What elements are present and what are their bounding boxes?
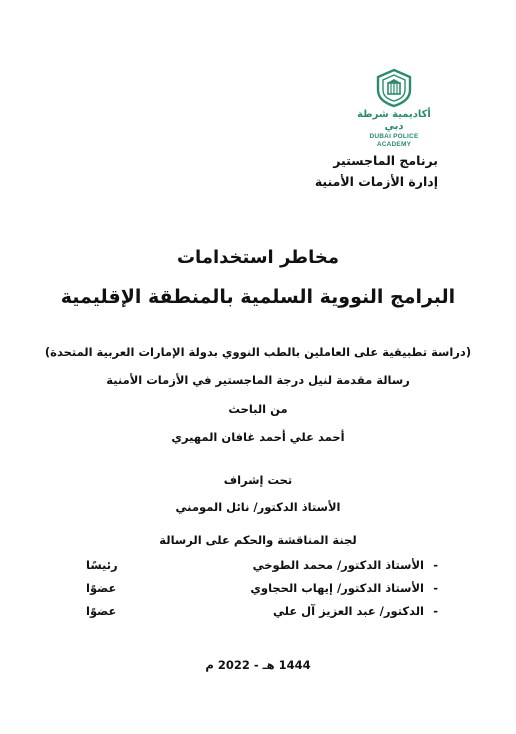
by-label: من الباحث [228, 402, 288, 416]
committee-title: لجنة المناقشة والحكم على الرسالة [159, 533, 357, 547]
member-name: الدكتور/ عبد العزيز آل علي [272, 604, 424, 618]
member-role: رئيسًا [86, 558, 118, 572]
program-name: برنامج الماجستير [333, 153, 438, 168]
thesis-title-line-2: البرامج النووية السلمية بالمنطقة الإقليمية [60, 286, 456, 308]
list-dash: - [433, 604, 438, 618]
member-role: عضوًا [86, 604, 117, 618]
list-dash: - [433, 558, 438, 572]
program-header [315, 150, 438, 192]
member-role: عضوًا [86, 581, 117, 595]
academy-logo [354, 68, 434, 149]
dubai-police-academy-emblem-icon [374, 68, 414, 108]
committee-member [0, 604, 516, 626]
list-dash: - [433, 581, 438, 595]
thesis-statement: رسالة مقدمة لنيل درجة الماجستير في الأزمات الأمنية [106, 373, 410, 387]
department-name: إدارة الأزمات الأمنية [314, 174, 438, 189]
academy-name-arabic: أكاديمية شرطة دبي [357, 109, 431, 132]
author-name: أحمد علي أحمد غافان المهيري [171, 430, 345, 444]
thesis-subtitle: (دراسة تطبيقية على العاملين بالطب النووي بدولة الإمارات العربية المتحدة) [44, 345, 472, 359]
supervisor-name: الأستاذ الدكتور/ نائل المومني [175, 500, 341, 514]
committee-member [0, 581, 516, 603]
submission-date: 1444 هـ - 2022 م [205, 658, 311, 672]
member-name: الأستاذ الدكتور/ إيهاب الحجاوي [250, 581, 424, 595]
committee-member [0, 558, 516, 580]
supervision-label: تحت إشراف [223, 473, 293, 487]
thesis-title-line-1: مخاطر استخدامات [176, 247, 340, 268]
member-name: الأستاذ الدكتور/ محمد الطوخي [252, 558, 424, 572]
committee-list [0, 558, 516, 628]
academy-name-english: DUBAI POLICE ACADEMY [369, 133, 419, 148]
